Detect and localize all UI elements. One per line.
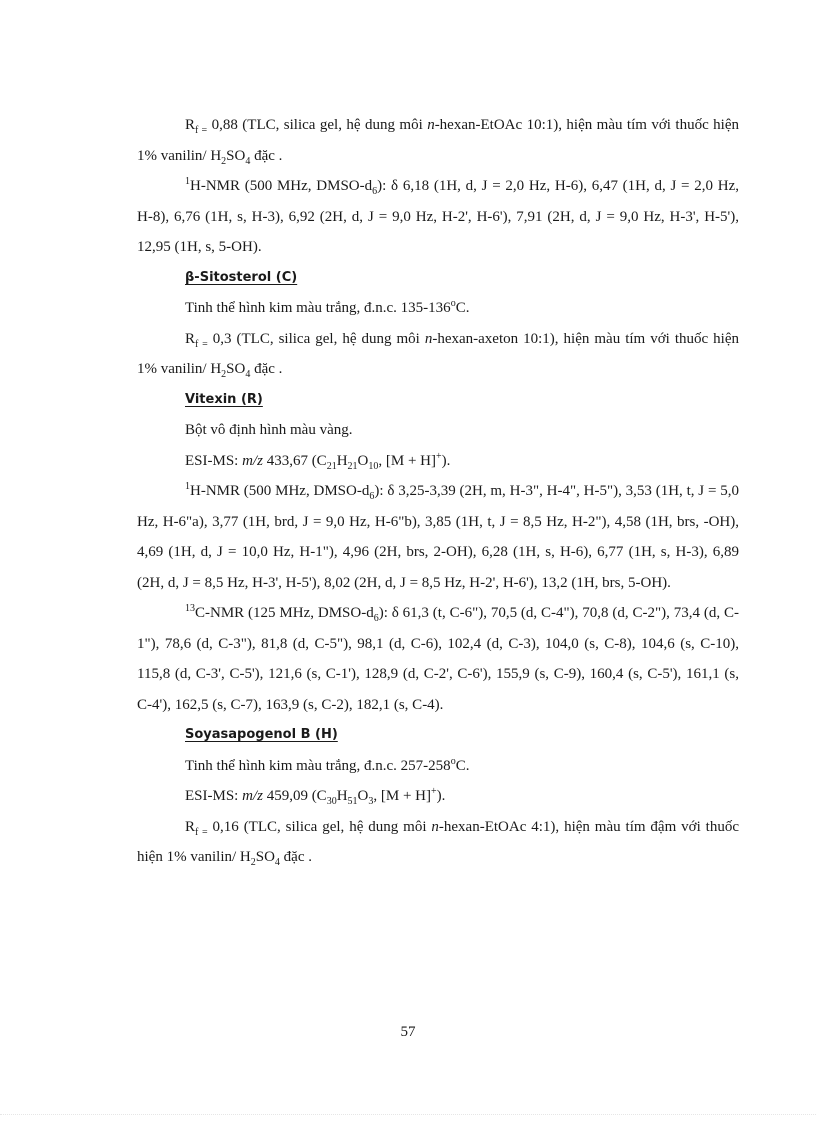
crystal-description-soyasapogenol: Tinh thể hình kim màu trắng, đ.n.c. 257-258$^o$C. [185, 755, 470, 774]
crystal-description-sitosterol: Tinh thể hình kim màu trắng, đ.n.c. 135-136$^o$C. [185, 298, 470, 316]
powder-description-vitexin: Bột vô định hình màu vàng. [185, 422, 353, 438]
page-edge-divider [0, 1114, 816, 1115]
page-number: 57 [400, 1024, 416, 1040]
content-block [137, 110, 739, 873]
compound-heading-sitosterol: β-Sitosterol (C) [185, 269, 298, 285]
compound-heading-soyasapogenol: Soyasapogenol B (H) [185, 727, 338, 742]
rf-paragraph-1: $R_{f =}$ 0,88 (TLC, silica gel, hệ dung môi n-hexan-EtOAc 10:1), hiện màu tím với thuốc hiện 1% vanilin/ $H_2SO_4$ đặc . [137, 117, 739, 167]
compound-heading-vitexin: Vitexin (R) [185, 391, 263, 407]
h-nmr-paragraph-1: $^1$H-NMR (500 MHz, DMSO-$d_6$): δ 6,18 (1H, d, J = 2,0 Hz, H-6), 6,47 (1H, d, J = 2,0 Hz, H-8), 6,76 (1H, s, H-3), 6,92 (2H, d, J = 9,0 Hz, H-2', H-6'), 7,91 (2H, d, J = 9,0 Hz, H-3', H-5'), 12,95 (1H, s, 5-OH). [137, 176, 739, 255]
rf-paragraph-2: $R_{f =}$ 0,3 (TLC, silica gel, hệ dung môi n-hexan-axeton 10:1), hiện màu tím với thuốc hiện 1% vanilin/ $H_2SO_4$ đặc . [137, 330, 739, 380]
c-nmr-vitexin: $^{13}$C-NMR (125 MHz, DMSO-$d_6$): δ 61,3 (t, C-6"), 70,5 (d, C-4"), 70,8 (d, C-2"), 73,4 (d, C-1"), 78,6 (d, C-3"), 81,8 (d, C-5"), 98,1 (d, C-6), 102,4 (d, C-3), 104,0 (s, C-8), 104,6 (s, C-10), 115,8 (d, C-3', C-5'), 121,6 (s, C-1'), 128,9 (d, C-2', C-6'), 155,9 (s, C-9), 160,4 (s, C-5'), 161,1 (s, C-4'), 162,5 (s, C-7), 163,9 (s, C-2), 182,1 (s, C-4). [137, 603, 739, 713]
esi-ms-vitexin: ESI-MS: m/z 433,67 ($C_{21}H_{21}O_{10}$, [M + H]+). [185, 450, 451, 472]
rf-paragraph-3: $R_{f =}$ 0,16 (TLC, silica gel, hệ dung môi n-hexan-EtOAc 4:1), hiện màu tím đậm với thuốc hiện 1% vanilin/ $H_2SO_4$ đặc . [137, 818, 739, 868]
esi-ms-soyasapogenol: ESI-MS: m/z 459,09 ($C_{30}H_{51}O_3$, [M + H]+). [185, 786, 446, 807]
h-nmr-vitexin: $^1$H-NMR (500 MHz, DMSO-$d_6$): δ 3,25-3,39 (2H, m, H-3", H-4", H-5"), 3,53 (1H, t, J = 5,0 Hz, H-6"a), 3,77 (1H, brd, J = 9,0 Hz, H-6"b), 3,85 (1H, t, J = 8,5 Hz, H-2"), 4,58 (1H, brs, -OH), 4,69 (1H, d, J = 10,0 Hz, H-1"), 4,96 (2H, brs, 2-OH), 6,28 (1H, s, H-6), 6,77 (1H, s, H-3), 6,89 (2H, d, J = 8,5 Hz, H-3', H-5'), 8,02 (2H, d, J = 8,5 Hz, H-2', H-6'), 13,2 (1H, brs, 5-OH). [137, 481, 739, 591]
